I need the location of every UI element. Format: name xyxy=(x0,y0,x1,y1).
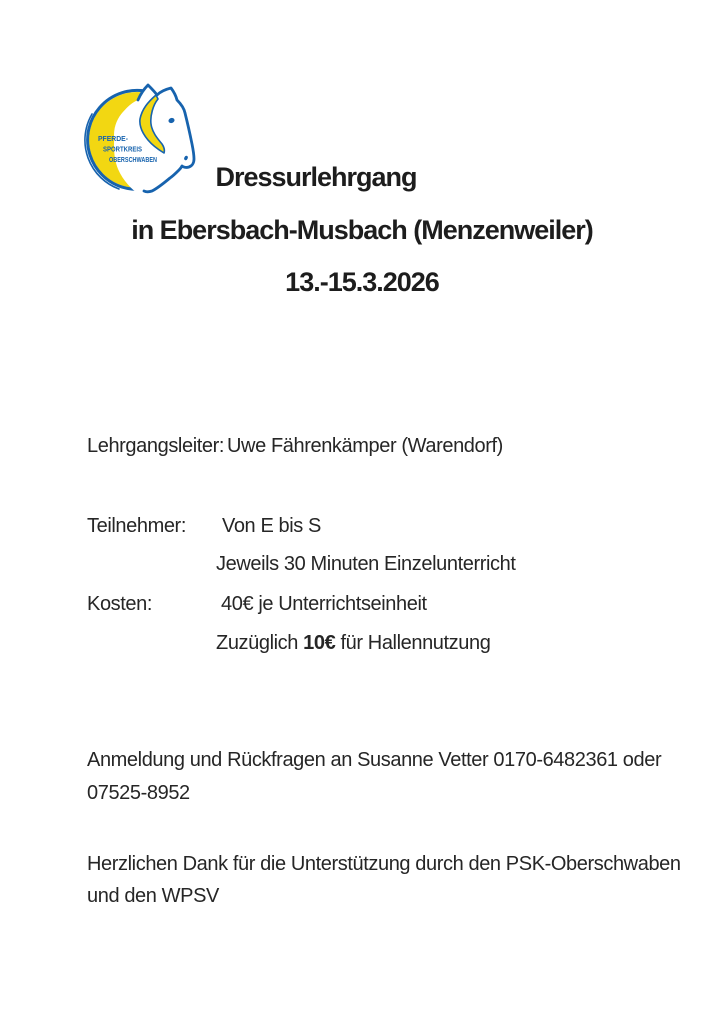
leader-value: Uwe Fährenkämper (Warendorf) xyxy=(227,435,503,457)
logo-org-line1: PFERDE- xyxy=(98,134,129,143)
costs-note-amount: 10€ xyxy=(303,632,336,654)
thanks-line-2: und den WPSV xyxy=(87,885,219,907)
contact-line-2: 07525-8952 xyxy=(87,782,190,804)
leader-label: Lehrgangsleiter: xyxy=(87,435,225,457)
costs-note-suffix: für Hallennutzung xyxy=(335,632,491,654)
participants-label: Teilnehmer: xyxy=(87,515,186,537)
participants-value: Von E bis S xyxy=(222,515,321,537)
costs-label: Kosten: xyxy=(87,593,153,615)
title-date: 13.-15.3.2026 xyxy=(285,267,439,297)
row-costs xyxy=(87,592,427,616)
costs-value: 40€ je Unterrichtseinheit xyxy=(221,593,427,615)
thanks-line-1: Herzlichen Dank für die Unterstützung durch den PSK-Oberschwaben xyxy=(87,853,681,875)
participants-note: Jeweils 30 Minuten Einzelunterricht xyxy=(216,553,516,575)
costs-note xyxy=(216,631,490,655)
contact-line-1: Anmeldung und Rückfragen an Susanne Vetter 0170-6482361 oder xyxy=(87,749,662,771)
costs-note-prefix: Zuzüglich xyxy=(216,632,304,654)
title-course-type: Dressurlehrgang xyxy=(215,162,417,192)
title-location: in Ebersbach-Musbach (Menzenweiler) xyxy=(131,215,593,245)
logo-org-line2: SPORTKREIS xyxy=(103,144,142,154)
row-course-leader xyxy=(87,434,503,458)
logo-org-line3: OBERSCHWABEN xyxy=(109,155,157,164)
row-participants xyxy=(87,514,321,538)
